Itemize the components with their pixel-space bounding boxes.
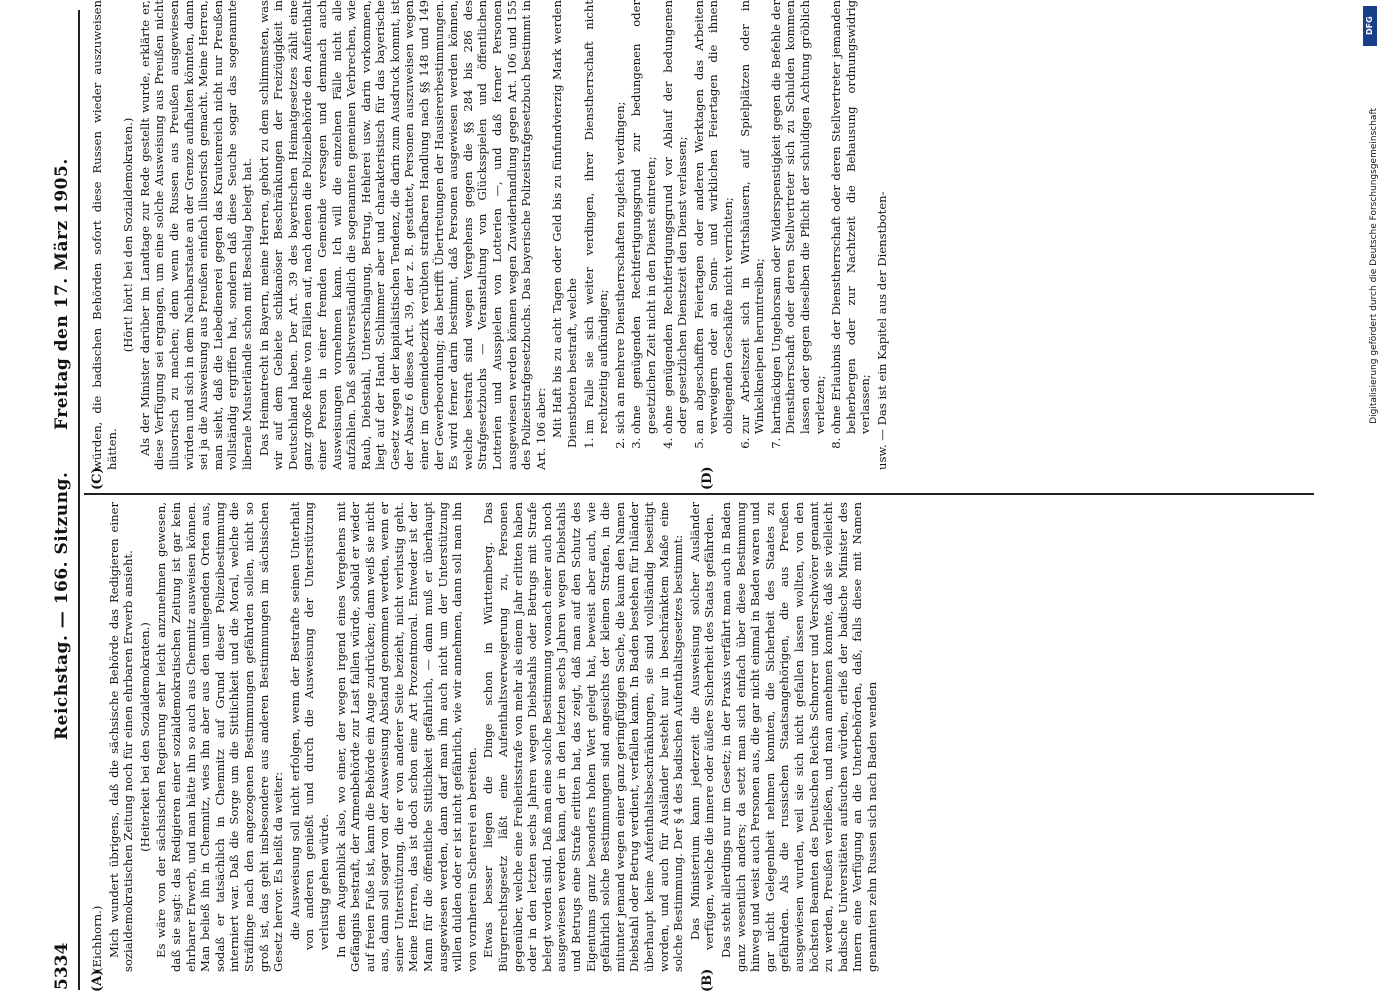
margin-marker-a: (A) [90, 969, 105, 992]
list-item: 7. hartnäckigen Ungehorsam oder Widerspenstigkeit gegen die Befehle der Dienstherrschaft oder deren Stellvertreter sich zu Schulden kommen lassen oder gegen dieselben die Pflicht der schuldigen Achtung gröblich verletzen; [769, 0, 827, 434]
digitization-credit: Digitalisierung gefördert durch die Deutsche Forschungsgemeinschaft [1369, 108, 1379, 424]
paragraph: Es wäre von der sächsischen Regierung sehr leicht anzunehmen gewesen, daß sie sagt: das Redigieren einer sozialdemokratischen Zeitung ist gar kein ehrbarer Erwerb, und man hätte ihn so auch aus Chemnitz ausweisen können. Man beließ ihn in Chemnitz, wies ihn aber aus den umliegenden Orten aus, sodaß er tatsächlich in Chemnitz auf Grund dieser Polizeibestimmung interniert war. Daß die Sorge um die Sittlichkeit und die Moral, welche die Sträflinge nach den angezogenen Bestimmungen gefährden sollen, nicht so groß ist, das geht insbesondere aus anderen Bestimmungen im sächsischen Gesetz hervor. Es heißt da weiter: [154, 502, 286, 972]
paragraph: In dem Augenblick also, wo einer, der wegen irgend eines Vergehens mit Gefängnis bestraft, der Armenbehörde zur Last fallen würde, sobald er wieder auf freien Fuße ist, kann die Behörde ein Auge zudrücken; dann weiß sie nicht aus, dann soll sogar von der Ausweisung Abstand genommen werden, wenn er seiner Unterstützung, die er von anderer Seite bezieht, nicht verlustig geht. Meine Herren, das ist doch schon eine Art Prozentmoral. Entweder ist der Mann für die öffentliche Sittlichkeit gefährlich, — dann muß er überhaupt ausgewiesen werden, dann darf man ihn auch nicht um der Unterstützung willen dulden oder er ist nicht gefährlich, wie wir annehmen, dann soll man ihn von vornherein Schererei en bereiten. [333, 502, 479, 972]
header-right-title: Freitag den 17. März 1905. [52, 158, 72, 430]
numbered-list [582, 0, 873, 470]
interjection: (Hört! hört! bei den Sozialdemokraten.) [121, 117, 136, 353]
quotation: Das Ministerium kann jederzeit die Ausweisung solcher Ausländer verfügen, welche die innere oder äußere Sicherheit des Staats gefährden. [687, 502, 717, 950]
page-header [52, 10, 78, 990]
quotation: die Ausweisung soll nicht erfolgen, wenn der Bestrafte seinen Unterhalt von anderen genießt und durch die Ausweisung der Unterstützung verlustig gehen würde. [287, 502, 331, 950]
left-column [90, 502, 1310, 972]
paragraph: Als der Minister darüber im Landtage zur Rede gestellt wurde, erklärte er, diese Verfügung sei ergangen, um eine solche Ausweisung aus Preußen nicht illusorisch zu machen; denn wenn die Russen aus Preußen ausgewiesen würden und sich in dem Nachbarstaate an der Grenze aufhalten könnten, dann sei ja die Ausweisung aus Preußen einfach illusorisch gemacht. Meine Herren, man sieht, daß die Liebedienerei gegen das Krautenreich nicht nur Preußen vollständig ergriffen hat, sondern daß diese Seuche sogar das sogenannte liberale Musterländle schon mit Beschlag belegt hat. [137, 0, 254, 470]
column-divider [84, 493, 1314, 495]
right-column [90, 0, 1310, 470]
list-item: 4. ohne genügenden Rechtfertigungsgrund vor Ablauf der bedungenen oder gesetzlichen Dienstzeit den Dienst verlassen; [661, 0, 690, 434]
dfg-logo: DFG [1363, 6, 1377, 46]
list-item: 3. ohne genügenden Rechtfertigungsgrund zur bedungenen oder gesetzlichen Zeit nicht in den Dienst eintreten; [629, 0, 658, 434]
list-item: 6. zur Arbeitszeit sich in Wirtshäusern, auf Spielplätzen oder in Winkelkneipen herumtreiben; [738, 0, 767, 434]
paragraph: Etwas besser liegen die Dinge schon in Württemberg. Das Bürgerrechtsgesetz läßt eine Aufenthaltsverweigerung zu, Personen gegenüber, welche eine Freiheitsstrafe von mehr als einem Jahr erlitten haben oder in den letzten sechs Jahren wegen Diebstahls oder Betrugs mit Strafe belegt worden sind. Daß man eine solche Bestimmung wonach einer auch noch ausgewiesen werden kann, der in den letzten sechs Jahren wegen Diebstahls und Betrugs eine Strafe erlitten hat, das zeigt, daß man auf den Schutz des Eigentums ganz besonders hohen Wert gelegt hat, beweist aber auch, wie gefährlich solche Bestimmungen sind angesichts der kleinen Strafen, in die mitunter jemand wegen einer ganz geringfügigen Sache, die kaum den Namen Diebstahl oder Betrug verdient, verfallen kann. In Baden bestehen für Inländer überhaupt keine Aufenthaltsbeschränkungen, sie sind vollständig beseitigt worden, und auch für Ausländer besteht nur in beschränktem Maße eine solche Bestimmung. Der § 4 des badischen Aufenthaltsgesetzes bestimmt: [481, 502, 686, 972]
speaker-note: (Eichhorn.) [90, 905, 104, 972]
margin-marker-d: (D) [700, 466, 715, 490]
list-item: 5. an abgeschafften Feiertagen oder anderen Werktagen das Arbeiten verweigern oder an Sonn- und wirklichen Feiertagen die ihnen obliegenden Geschäfte nicht verrichten; [692, 0, 736, 434]
page-number: 5334 [52, 942, 72, 990]
margin-marker-b: (B) [700, 968, 715, 992]
paragraph: würden, die badischen Behörden sofort diese Russen wieder auszuweisen hätten. [90, 0, 119, 470]
paragraph: Das steht allerdings nur im Gesetz; in der Praxis verfährt man auch in Baden ganz wesentlich anders; da setzt man sich einfach über diese Bestimmung hinweg und weist auch Personen aus, die gar nicht einmal in Baden waren und gar nicht Gelegenheit nehmen konnten, die Sicherheit des Staates zu gefährden. Als die russischen Staatsangehörigen, die aus Preußen ausgewiesen wurden, weil sie sich nicht gefallen lassen wollten, von den höchsten Beamten des Deutschen Reichs Schnorrer und Verschwörer genannt zu werden, Preußen verließen, und man annehmen konnte, daß sie vielleicht badische Universitäten aufsuchen würden, erließ der badische Minister des Innern eine Verfügung an die Unterbehörden, daß, falls diese mit Namen genannten zehn Russen sich nach Baden wenden [718, 502, 879, 972]
interjection: (Heiterkeit bei den Sozialdemokraten.) [137, 622, 152, 852]
header-left-title: Reichstag. — 166. Sitzung. [52, 471, 72, 740]
list-item: 8. ohne Erlaubnis der Dienstherrschaft oder deren Stellvertreter jemanden beherbergen oder zur Nachtzeit die Behausung ordnungswidrig verlassen; [829, 0, 873, 434]
list-item: 2. sich an mehrere Dienstherrschaften zugleich verdingen; [613, 0, 628, 434]
paragraph: Das Heimatrecht in Bayern, meine Herren, gehört zu dem schlimmsten, was wir auf dem Gebiete schikanöser Beschränkungen der Freizügigkeit in Deutschland haben. Der Art. 39 des bayerischen Heimatgesetzes zählt eine ganz große Reihe von Fällen auf, nach denen die Polizeibehörde den Aufenthalt einer Person in einer fremden Gemeinde versagen und demnach auch Ausweisungen vornehmen kann. Ich will die einzelnen Fälle nicht alle aufzählen. Daß selbstverständlich die sogenannten gemeinen Verbrechen, wie Raub, Diebstahl, Unterschlagung, Betrug, Hehlerei usw. darin vorkommen, liegt auf der Hand. Schlimmer aber und charakteristisch für das bayerische Gesetz wegen der kapitalistischen Tendenz, die darin zum Ausdruck kommt, ist der Absatz 6 dieses Art. 39, der z. B. gestattet, Personen auszuweisen wegen einer im Gemeindebezirk verübten strafbaren Handlung nach §§ 148 und 149 der Gewerbeordnung; das betrifft Übertretungen der Hausiererbestimmungen. Es wird ferner darin bestimmt, daß Personen ausgewiesen werden können, welche bestraft sind wegen Vergehens gegen die §§ 284 bis 286 des Strafgesetzbuchs — Veranstaltung von Glücksspielen und öffentlichen Lotterien und Ausspielen von Lotterien —, und daß ferner Personen ausgewiesen werden können wegen Zuwiderhandlung gegen Art. 106 und 155 des Polizeistrafgesetzbuchs. Das bayerische Polizeistrafgesetzbuch bestimmt in Art. 106 aber: [256, 0, 548, 470]
header-rule [78, 10, 80, 990]
quotation: Mit Haft bis zu acht Tagen oder Geld bis zu fünfundvierzig Mark werden Dienstboten bestraft, welche [550, 0, 579, 448]
list-item: 1. im Falle sie sich weiter verdingen, ihrer Dienstherrschaft nicht rechtzeitig aufkündigen; [582, 0, 611, 434]
margin-marker-c: (C) [90, 467, 105, 490]
paragraph: Mich wundert übrigens, daß die sächsische Behörde das Redigieren einer sozialdemokratischen Zeitung noch für einen ehrbaren Erwerb ansieht. [106, 502, 136, 972]
paragraph: usw. — Das ist ein Kapitel aus der Dienstboten- [874, 191, 889, 470]
